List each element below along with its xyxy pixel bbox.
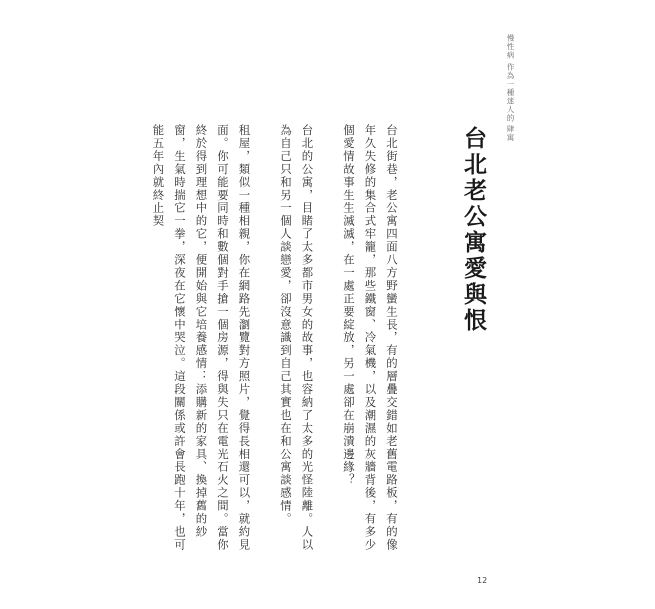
article-title: 台北老公寓愛與恨 xyxy=(460,126,486,334)
header-subsection: 慢性病 xyxy=(506,34,515,60)
page-number: 12 xyxy=(477,576,488,585)
header-section: 作為一種迷人的 xyxy=(506,62,515,122)
paragraph: 台北街巷，老公寓四面八方野蠻生長，有的層疊交錯如老舊電路板，有的像年久失修的集合式牢籠，那些鐵窗、冷氣機，以及潮濕的灰牆背後，有多少個愛情故事生生滅滅，在一處正要綻放，另一處卻在崩潰邊緣？ xyxy=(342,124,399,552)
paragraph: 台北的公寓，目睹了太多都市男女的故事，也容納了太多的光怪陸離。人以為自己只和另一個人談戀愛，卻沒意識到自己其實也在和公寓談感情。 xyxy=(279,124,315,552)
header-chapter: 肆寓 xyxy=(506,125,515,142)
paragraph: 租屋，類似一種相親，你在網路先瀏覽對方照片，覺得長相還可以，就約見面。你可能要同時和數個對手搶一個房源，得與失只在電光石火之間。當你終於得到理想中的它，便開始與它培養感情：添購新的家具、換掉舊的紗窗，生氣時揣它一拳，深夜在它懷中哭泣。這段關係或許會長跑十年，也可能五年內就終止契 xyxy=(151,124,252,552)
body-text xyxy=(127,124,402,554)
running-header xyxy=(506,34,515,142)
